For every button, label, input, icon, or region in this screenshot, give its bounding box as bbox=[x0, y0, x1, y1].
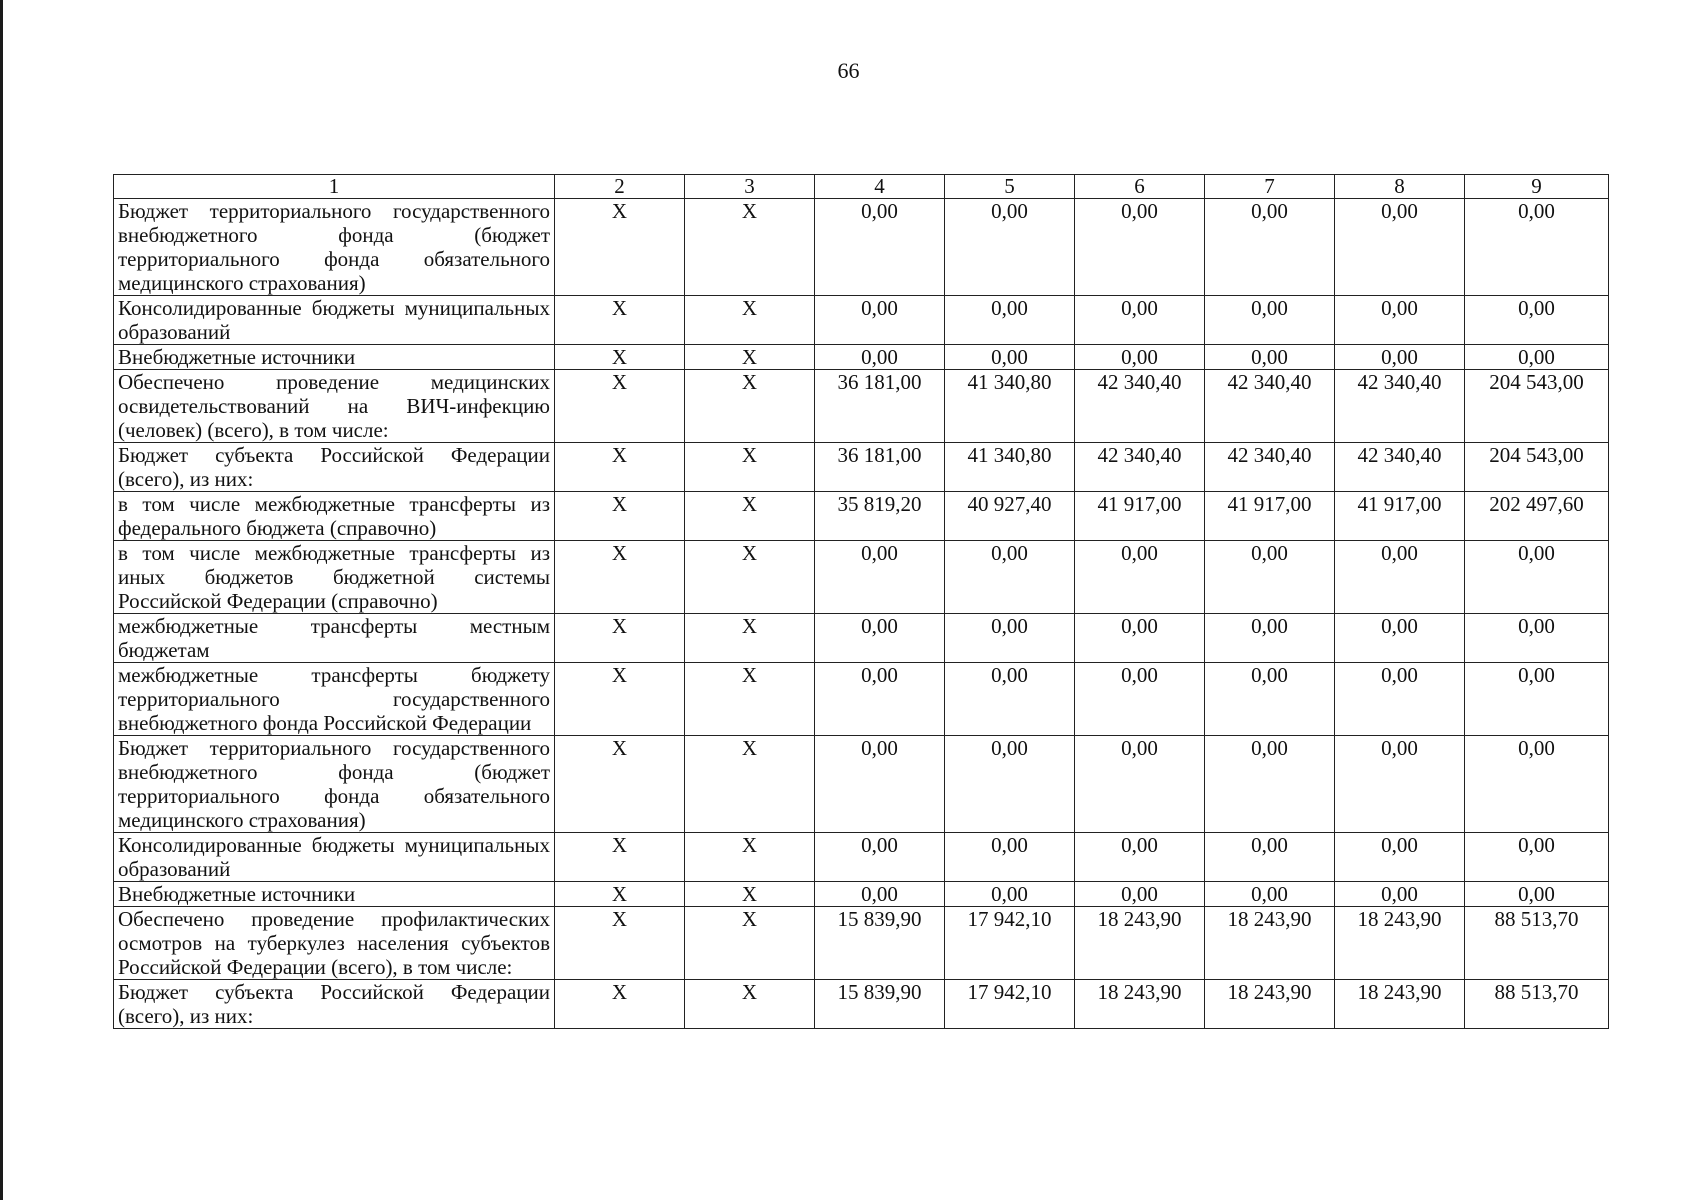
cell-col-7: 0,00 bbox=[1205, 736, 1335, 833]
cell-col-7: 0,00 bbox=[1205, 663, 1335, 736]
row-description: Бюджет территориального государственного внебюджетного фонда (бюджет территориального фонда обязательного медицинского страхования) bbox=[114, 736, 555, 833]
cell-col-5: 0,00 bbox=[945, 614, 1075, 663]
cell-col-8: 0,00 bbox=[1335, 296, 1465, 345]
cell-col-5: 0,00 bbox=[945, 199, 1075, 296]
cell-col-6: 0,00 bbox=[1075, 833, 1205, 882]
row-description: межбюджетные трансферты местным бюджетам bbox=[114, 614, 555, 663]
cell-col-2: Х bbox=[555, 296, 685, 345]
cell-col-7: 0,00 bbox=[1205, 345, 1335, 370]
column-header: 4 bbox=[815, 175, 945, 199]
cell-col-2: Х bbox=[555, 907, 685, 980]
cell-col-7: 0,00 bbox=[1205, 614, 1335, 663]
cell-col-3: Х bbox=[685, 663, 815, 736]
cell-col-9: 204 543,00 bbox=[1465, 443, 1609, 492]
table-row bbox=[114, 736, 1609, 833]
cell-col-9: 88 513,70 bbox=[1465, 907, 1609, 980]
cell-col-9: 0,00 bbox=[1465, 833, 1609, 882]
cell-col-5: 17 942,10 bbox=[945, 980, 1075, 1029]
cell-col-3: Х bbox=[685, 614, 815, 663]
row-description: Обеспечено проведение профилактических осмотров на туберкулез населения субъектов Российской Федерации (всего), в том числе: bbox=[114, 907, 555, 980]
cell-col-2: Х bbox=[555, 663, 685, 736]
column-header: 5 bbox=[945, 175, 1075, 199]
cell-col-2: Х bbox=[555, 833, 685, 882]
table-row bbox=[114, 541, 1609, 614]
cell-col-2: Х bbox=[555, 736, 685, 833]
cell-col-2: Х bbox=[555, 443, 685, 492]
column-header: 6 bbox=[1075, 175, 1205, 199]
cell-col-9: 0,00 bbox=[1465, 345, 1609, 370]
cell-col-3: Х bbox=[685, 541, 815, 614]
cell-col-8: 0,00 bbox=[1335, 833, 1465, 882]
cell-col-6: 0,00 bbox=[1075, 345, 1205, 370]
table-row bbox=[114, 370, 1609, 443]
cell-col-7: 42 340,40 bbox=[1205, 443, 1335, 492]
cell-col-2: Х bbox=[555, 541, 685, 614]
cell-col-6: 18 243,90 bbox=[1075, 980, 1205, 1029]
cell-col-4: 0,00 bbox=[815, 882, 945, 907]
cell-col-3: Х bbox=[685, 980, 815, 1029]
cell-col-3: Х bbox=[685, 833, 815, 882]
cell-col-3: Х bbox=[685, 736, 815, 833]
cell-col-8: 42 340,40 bbox=[1335, 443, 1465, 492]
table-row bbox=[114, 345, 1609, 370]
cell-col-9: 202 497,60 bbox=[1465, 492, 1609, 541]
cell-col-6: 0,00 bbox=[1075, 199, 1205, 296]
cell-col-4: 35 819,20 bbox=[815, 492, 945, 541]
cell-col-6: 0,00 bbox=[1075, 882, 1205, 907]
cell-col-4: 36 181,00 bbox=[815, 370, 945, 443]
cell-col-2: Х bbox=[555, 370, 685, 443]
cell-col-4: 0,00 bbox=[815, 833, 945, 882]
cell-col-3: Х bbox=[685, 882, 815, 907]
cell-col-8: 0,00 bbox=[1335, 614, 1465, 663]
cell-col-2: Х bbox=[555, 980, 685, 1029]
cell-col-8: 0,00 bbox=[1335, 882, 1465, 907]
row-description: Бюджет субъекта Российской Федерации (всего), из них: bbox=[114, 443, 555, 492]
cell-col-5: 0,00 bbox=[945, 736, 1075, 833]
row-description: Внебюджетные источники bbox=[114, 882, 555, 907]
cell-col-7: 0,00 bbox=[1205, 882, 1335, 907]
cell-col-6: 0,00 bbox=[1075, 736, 1205, 833]
row-description: Консолидированные бюджеты муниципальных образований bbox=[114, 833, 555, 882]
cell-col-8: 18 243,90 bbox=[1335, 980, 1465, 1029]
cell-col-5: 17 942,10 bbox=[945, 907, 1075, 980]
table-row bbox=[114, 663, 1609, 736]
cell-col-4: 0,00 bbox=[815, 541, 945, 614]
cell-col-7: 18 243,90 bbox=[1205, 907, 1335, 980]
cell-col-6: 42 340,40 bbox=[1075, 370, 1205, 443]
cell-col-4: 0,00 bbox=[815, 345, 945, 370]
cell-col-3: Х bbox=[685, 492, 815, 541]
cell-col-5: 0,00 bbox=[945, 882, 1075, 907]
cell-col-9: 0,00 bbox=[1465, 541, 1609, 614]
table-row bbox=[114, 882, 1609, 907]
cell-col-4: 0,00 bbox=[815, 736, 945, 833]
cell-col-5: 0,00 bbox=[945, 345, 1075, 370]
cell-col-9: 204 543,00 bbox=[1465, 370, 1609, 443]
cell-col-5: 0,00 bbox=[945, 663, 1075, 736]
cell-col-4: 15 839,90 bbox=[815, 907, 945, 980]
column-header: 7 bbox=[1205, 175, 1335, 199]
table-row bbox=[114, 296, 1609, 345]
cell-col-4: 0,00 bbox=[815, 296, 945, 345]
cell-col-3: Х bbox=[685, 345, 815, 370]
cell-col-9: 88 513,70 bbox=[1465, 980, 1609, 1029]
budget-table bbox=[113, 174, 1609, 1029]
page-edge bbox=[0, 0, 3, 1200]
row-description: в том числе межбюджетные трансферты из федерального бюджета (справочно) bbox=[114, 492, 555, 541]
cell-col-2: Х bbox=[555, 199, 685, 296]
cell-col-4: 15 839,90 bbox=[815, 980, 945, 1029]
table-row bbox=[114, 199, 1609, 296]
cell-col-3: Х bbox=[685, 443, 815, 492]
cell-col-6: 0,00 bbox=[1075, 663, 1205, 736]
cell-col-8: 0,00 bbox=[1335, 345, 1465, 370]
cell-col-7: 42 340,40 bbox=[1205, 370, 1335, 443]
cell-col-4: 0,00 bbox=[815, 614, 945, 663]
cell-col-3: Х bbox=[685, 199, 815, 296]
table-row bbox=[114, 492, 1609, 541]
cell-col-2: Х bbox=[555, 492, 685, 541]
row-description: Внебюджетные источники bbox=[114, 345, 555, 370]
row-description: межбюджетные трансферты бюджету территориального государственного внебюджетного фонда Российской Федерации bbox=[114, 663, 555, 736]
cell-col-5: 0,00 bbox=[945, 541, 1075, 614]
cell-col-8: 42 340,40 bbox=[1335, 370, 1465, 443]
cell-col-5: 0,00 bbox=[945, 833, 1075, 882]
row-description: Обеспечено проведение медицинских освидетельствований на ВИЧ-инфекцию (человек) (всего), в том числе: bbox=[114, 370, 555, 443]
column-header: 1 bbox=[114, 175, 555, 199]
row-description: в том числе межбюджетные трансферты из иных бюджетов бюджетной системы Российской Федерации (справочно) bbox=[114, 541, 555, 614]
row-description: Бюджет субъекта Российской Федерации (всего), из них: bbox=[114, 980, 555, 1029]
cell-col-6: 41 917,00 bbox=[1075, 492, 1205, 541]
cell-col-9: 0,00 bbox=[1465, 199, 1609, 296]
cell-col-7: 41 917,00 bbox=[1205, 492, 1335, 541]
row-description: Бюджет территориального государственного внебюджетного фонда (бюджет территориального фонда обязательного медицинского страхования) bbox=[114, 199, 555, 296]
cell-col-8: 0,00 bbox=[1335, 199, 1465, 296]
cell-col-8: 0,00 bbox=[1335, 663, 1465, 736]
cell-col-4: 0,00 bbox=[815, 199, 945, 296]
cell-col-5: 40 927,40 bbox=[945, 492, 1075, 541]
row-description: Консолидированные бюджеты муниципальных образований bbox=[114, 296, 555, 345]
cell-col-7: 0,00 bbox=[1205, 296, 1335, 345]
page-number: 66 bbox=[837, 58, 860, 83]
cell-col-7: 0,00 bbox=[1205, 833, 1335, 882]
cell-col-5: 41 340,80 bbox=[945, 443, 1075, 492]
cell-col-6: 0,00 bbox=[1075, 614, 1205, 663]
cell-col-3: Х bbox=[685, 907, 815, 980]
cell-col-5: 0,00 bbox=[945, 296, 1075, 345]
cell-col-3: Х bbox=[685, 296, 815, 345]
cell-col-4: 36 181,00 bbox=[815, 443, 945, 492]
cell-col-9: 0,00 bbox=[1465, 614, 1609, 663]
table-header-row bbox=[114, 175, 1609, 199]
cell-col-8: 41 917,00 bbox=[1335, 492, 1465, 541]
cell-col-6: 0,00 bbox=[1075, 541, 1205, 614]
table-row bbox=[114, 980, 1609, 1029]
cell-col-9: 0,00 bbox=[1465, 663, 1609, 736]
cell-col-2: Х bbox=[555, 882, 685, 907]
cell-col-8: 0,00 bbox=[1335, 736, 1465, 833]
cell-col-9: 0,00 bbox=[1465, 296, 1609, 345]
column-header: 9 bbox=[1465, 175, 1609, 199]
cell-col-7: 0,00 bbox=[1205, 541, 1335, 614]
column-header: 8 bbox=[1335, 175, 1465, 199]
cell-col-9: 0,00 bbox=[1465, 882, 1609, 907]
table-row bbox=[114, 907, 1609, 980]
column-header: 2 bbox=[555, 175, 685, 199]
cell-col-4: 0,00 bbox=[815, 663, 945, 736]
cell-col-7: 18 243,90 bbox=[1205, 980, 1335, 1029]
table-row bbox=[114, 614, 1609, 663]
cell-col-7: 0,00 bbox=[1205, 199, 1335, 296]
cell-col-5: 41 340,80 bbox=[945, 370, 1075, 443]
cell-col-6: 18 243,90 bbox=[1075, 907, 1205, 980]
cell-col-9: 0,00 bbox=[1465, 736, 1609, 833]
table-row bbox=[114, 833, 1609, 882]
table-row bbox=[114, 443, 1609, 492]
cell-col-3: Х bbox=[685, 370, 815, 443]
cell-col-2: Х bbox=[555, 614, 685, 663]
column-header: 3 bbox=[685, 175, 815, 199]
cell-col-6: 42 340,40 bbox=[1075, 443, 1205, 492]
cell-col-2: Х bbox=[555, 345, 685, 370]
cell-col-8: 0,00 bbox=[1335, 541, 1465, 614]
cell-col-8: 18 243,90 bbox=[1335, 907, 1465, 980]
cell-col-6: 0,00 bbox=[1075, 296, 1205, 345]
